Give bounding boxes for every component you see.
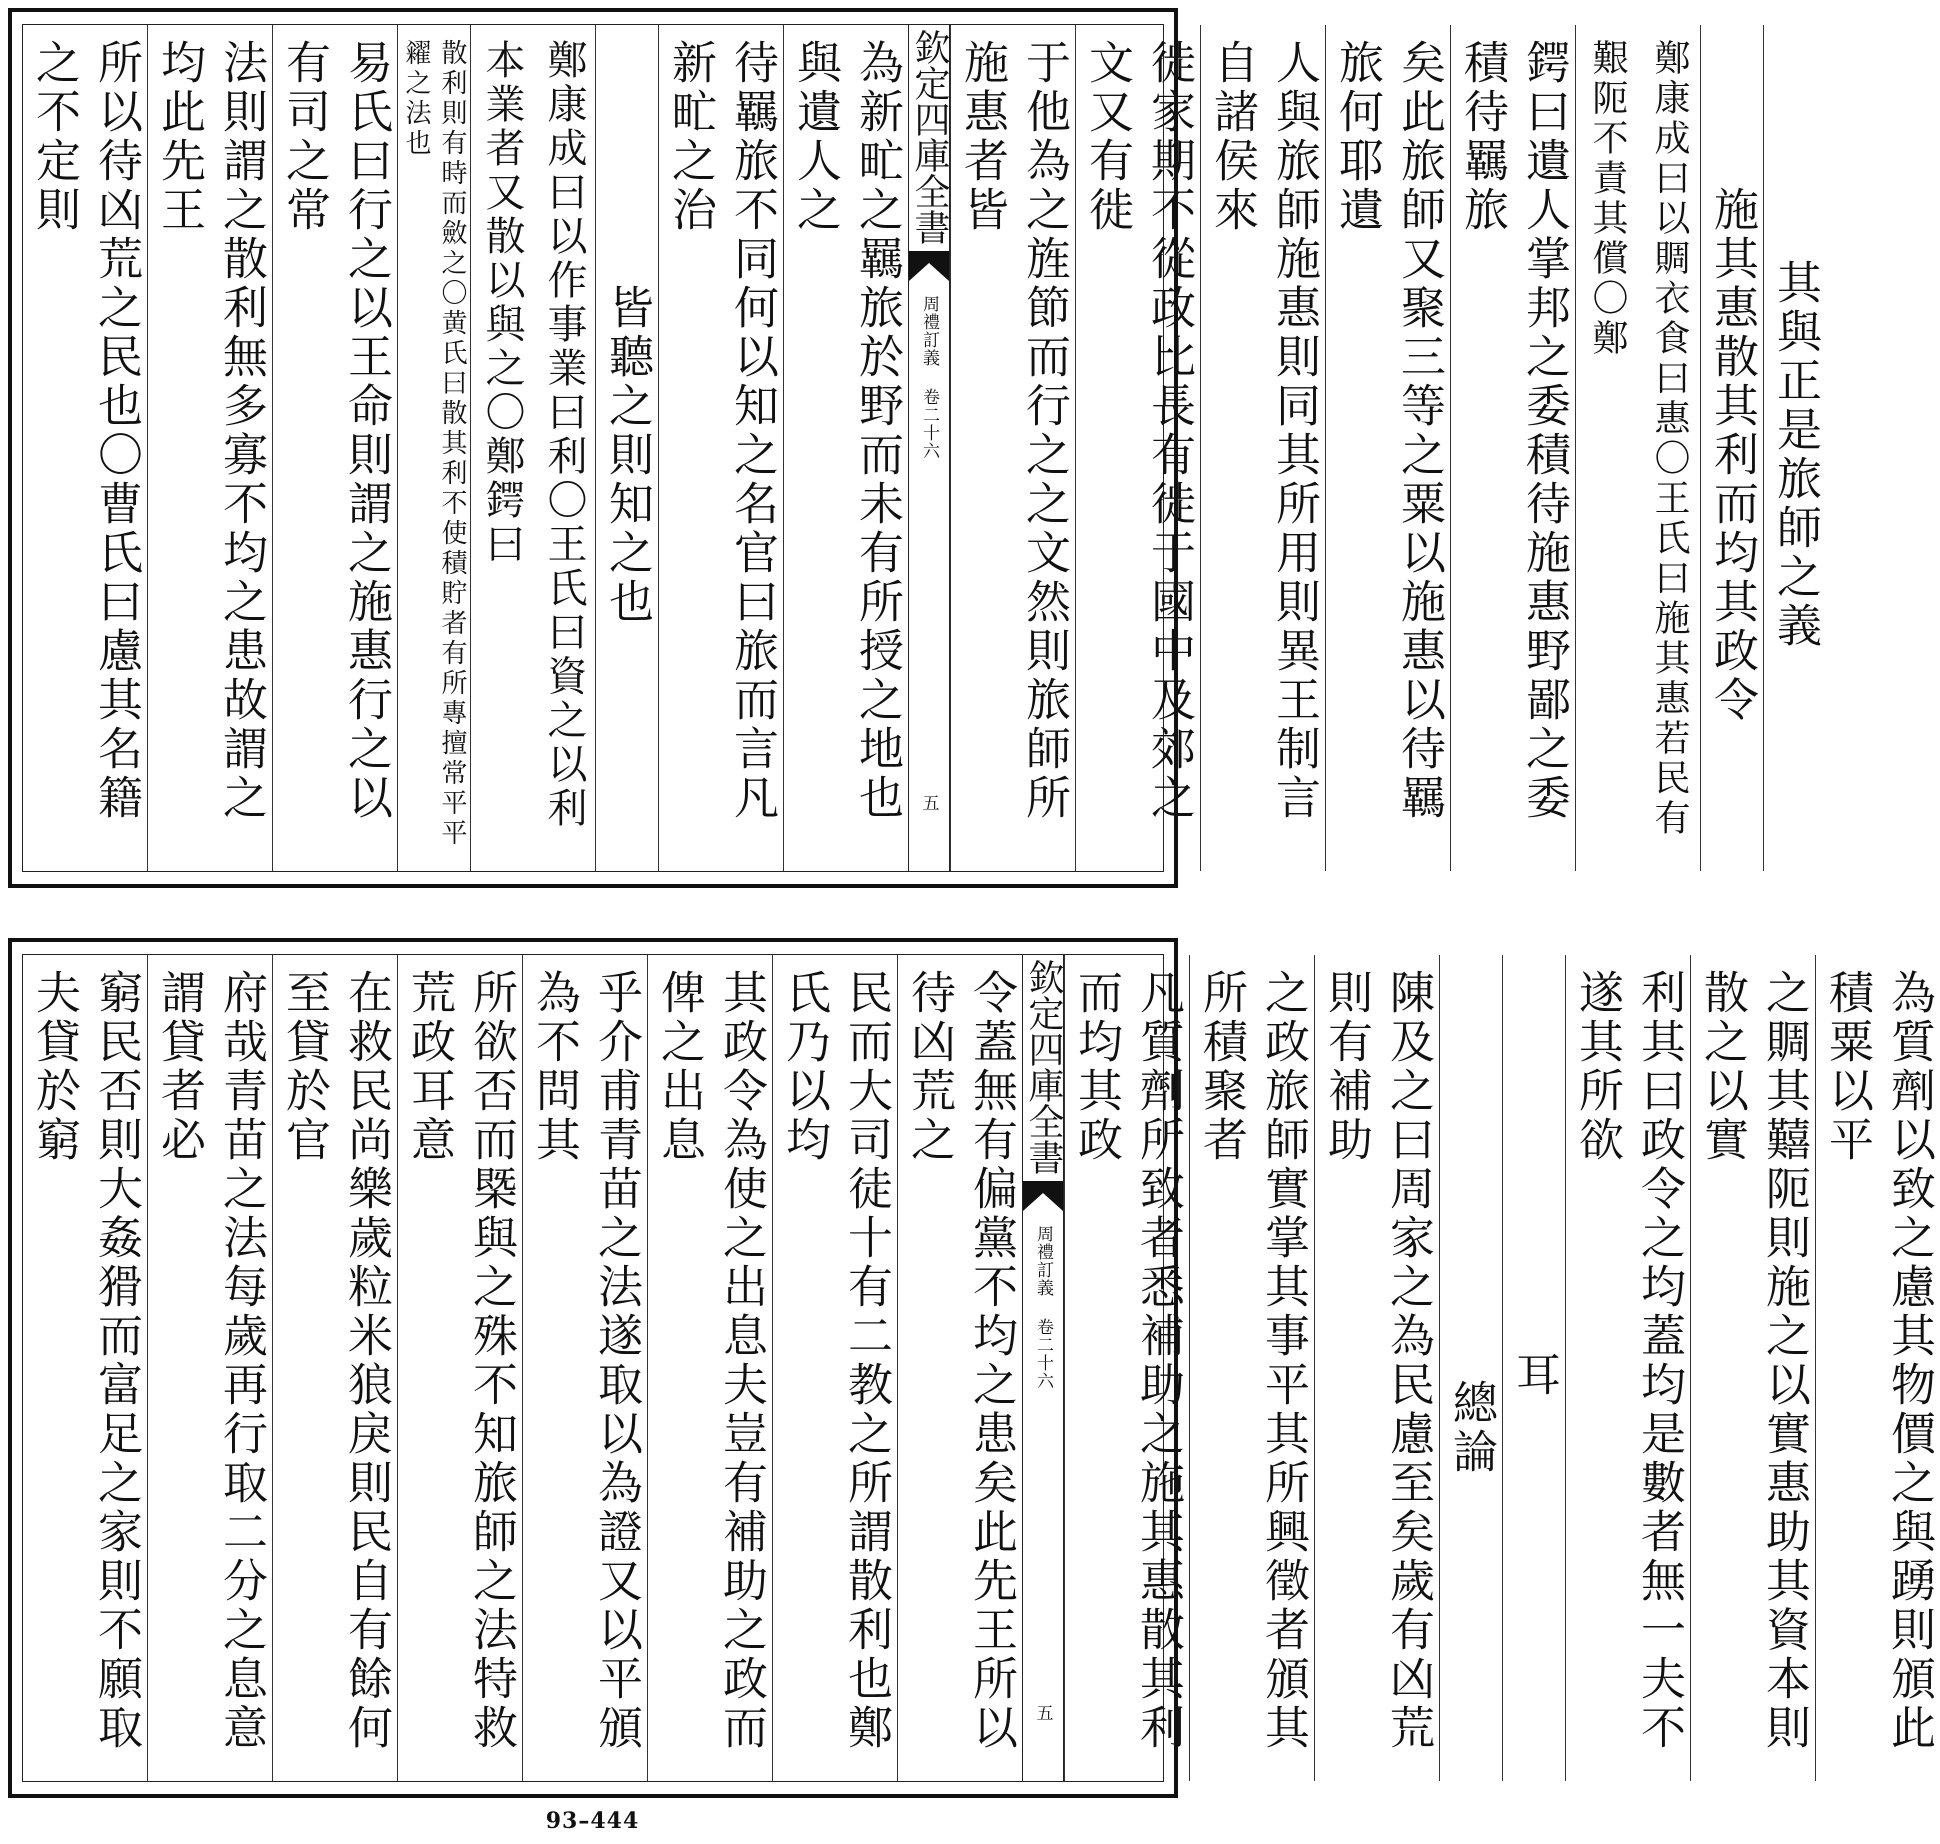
text-column: 鍔曰遺人掌邦之委積待施惠野鄙之委積待羈旅 <box>1450 25 1575 871</box>
lower-page-frame <box>22 954 1936 1782</box>
text-column: 陳及之曰周家之為民慮至矣歲有凶荒則有補助 <box>1314 955 1439 1781</box>
text-column: 在救民尚樂歲粒米狼戾則民自有餘何至貸於官 <box>272 955 397 1781</box>
lower-page <box>8 938 1936 1798</box>
text-column: 散利則有時而斂之〇黄氏曰散其利不使積貯者有所專擅常平平糴之法也 <box>397 25 470 871</box>
page-number: 93–444 <box>545 1808 640 1834</box>
series-title: 欽定四庫全書 <box>909 29 950 245</box>
book-info: 周禮訂義 卷二十六 <box>919 295 939 460</box>
upper-left-half <box>23 25 908 871</box>
text-column: 之賙其囏阨則施之以實惠助其資本則散之以實 <box>1690 955 1815 1781</box>
text-column: 利其曰政令之均蓋均是數者無一夫不遂其所欲 <box>1565 955 1690 1781</box>
book-info: 周禮訂義 卷二十六 <box>1033 1225 1053 1390</box>
center-gutter <box>908 25 950 871</box>
text-column: 令蓋無有偏黨不均之患矣此先王所以待凶荒之 <box>897 955 1022 1781</box>
folio-number: 五 <box>1032 1704 1053 1721</box>
fishtail-mark-icon <box>1023 1181 1063 1215</box>
upper-page-frame <box>22 24 1822 872</box>
lower-right-half <box>1064 955 1940 1781</box>
text-column: 法則謂之散利無多寡不均之患故謂之均此先王 <box>147 25 272 871</box>
text-column: 鄭康成曰以作事業曰利〇王氏曰資之以利本業者又散以與之〇鄭鍔曰 <box>470 25 595 871</box>
text-column: 待羈旅不同何以知之名官曰旅而言凡新甿之治 <box>658 25 783 871</box>
lower-left-half <box>23 955 1022 1781</box>
text-column: 徙家期不從政比長有徙于國中及郊之文又有徙 <box>1075 25 1200 871</box>
text-column: 耳 <box>1502 955 1565 1781</box>
text-column: 施其惠散其利而均其政令 <box>1700 25 1763 871</box>
text-column: 為新甿之羈旅於野而未有所授之地也與遺人之 <box>783 25 908 871</box>
center-gutter <box>1022 955 1064 1781</box>
text-column: 民而大司徒十有二教之所謂散利也鄭氏乃以均 <box>772 955 897 1781</box>
fishtail-mark-icon <box>909 251 949 285</box>
text-column: 乎介甫青苗之法遂取以為證又以平頒為不問其 <box>522 955 647 1781</box>
text-column: 之政旅師實掌其事平其所興徵者頒其所積聚者 <box>1189 955 1314 1781</box>
upper-right-half <box>950 25 1826 871</box>
folio-number: 五 <box>918 794 939 811</box>
text-column: 皆聽之則知之也 <box>595 25 658 871</box>
text-column: 于他為之旌節而行之之文然則旅師所施惠者皆 <box>950 25 1075 871</box>
text-column: 府哉青苗之法每歲再行取二分之息意謂貸者必 <box>147 955 272 1781</box>
text-column: 鄭康成曰以賙衣食曰惠〇王氏曰施其惠若民有艱阨不責其償〇鄭 <box>1575 25 1700 871</box>
text-column: 所欲否而槩與之殊不知旅師之法特救荒政耳意 <box>397 955 522 1781</box>
series-title: 欽定四庫全書 <box>1023 959 1064 1175</box>
text-column: 凡質劑所致者悉補助之施其惠散其利而均其政 <box>1064 955 1189 1781</box>
text-column: 所以待凶荒之民也〇曹氏曰慮其名籍之不定則 <box>28 39 143 823</box>
section-heading: 總論 <box>1439 955 1502 1781</box>
text-column: 矣此旅師又聚三等之粟以施惠以待羈旅何耶遺 <box>1325 25 1450 871</box>
text-column: 為質劑以致之慮其物價之與踴則頒此積粟以平 <box>1815 955 1940 1781</box>
text-column: 人與旅師施惠則同其所用則異王制言自諸侯來 <box>1200 25 1325 871</box>
text-column: 易氏曰行之以王命則謂之施惠行之以有司之常 <box>272 25 397 871</box>
text-column: 其與正是旅師之義 <box>1763 25 1826 871</box>
text-column: 窮民否則大姦猾而富足之家則不願取夫貸於窮 <box>28 969 143 1753</box>
text-column: 其政令為使之出息夫豈有補助之政而俾之出息 <box>647 955 772 1781</box>
upper-page <box>8 8 1822 888</box>
